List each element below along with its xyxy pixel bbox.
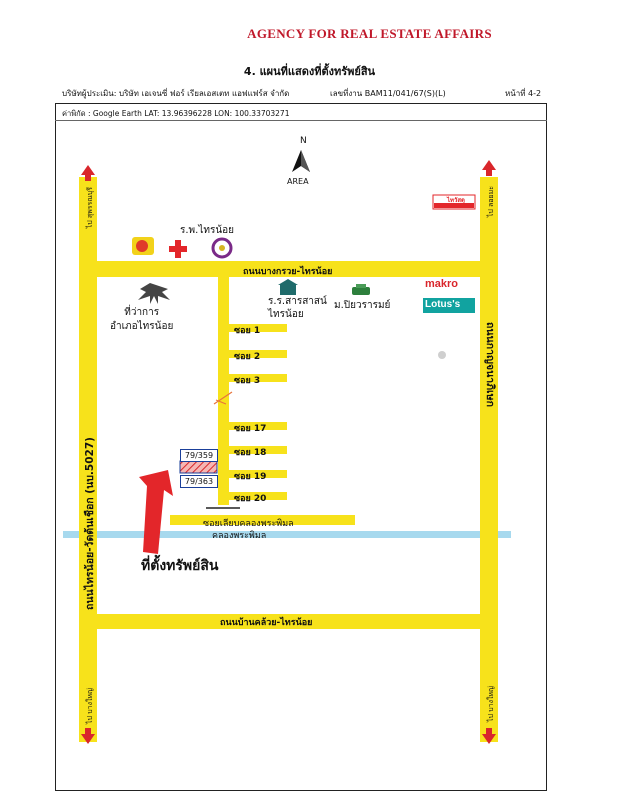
road-right: [480, 177, 498, 742]
arrow-up-icon: [482, 160, 496, 176]
soi-label: ซอย 1: [234, 326, 261, 336]
frontage-road-label: ซอยเลียบคลองพระพิมล: [203, 519, 294, 529]
document-title: 4. แผนที่แสดงที่ตั้งทรัพย์สิน: [243, 65, 376, 78]
north-letter: N: [300, 136, 307, 146]
direction-label: ไป บางใหญ่: [86, 688, 94, 724]
soi-label: ซอย 3: [234, 376, 261, 386]
soi-label: ซอย 19: [234, 472, 267, 482]
hospital-cross-icon: [169, 240, 187, 258]
cp-logo-icon: [132, 237, 154, 255]
job-number: เลขที่งาน BAM11/041/67(S)(L): [330, 89, 446, 98]
canal-label: คลองพระพิมล: [212, 531, 267, 541]
north-area-label: AREA: [287, 177, 309, 186]
school-label: ร.ร.สารสาสน์ ไทรน้อย: [268, 296, 327, 320]
soi-label: ซอย 18: [234, 448, 267, 458]
plot-number-box: 79/359: [180, 449, 218, 462]
makro-logo-text: makro: [425, 278, 459, 290]
road-label-right: ถนนกาญจนาภิเษก: [484, 322, 496, 407]
hospital-label: ร.พ.ไทรน้อย: [180, 225, 235, 236]
soi-label: ซอย 2: [234, 352, 261, 362]
school-building-icon: [278, 279, 298, 295]
soi-label: ซอย 17: [234, 424, 267, 434]
coordinates-text: ค่าพิกัด : Google Earth LAT: 13.96396228 LON: 100.33703271: [62, 109, 290, 118]
small-marker-icon: [438, 351, 446, 359]
company-name: บริษัทผู้ประเมิน: บริษัท เอเจนซี่ ฟอร์ เรียลเอสเตท แอฟแฟร์ส จำกัด: [62, 89, 290, 98]
direction-label: ไป บางใหญ่: [487, 686, 495, 722]
village-icon: [352, 284, 370, 295]
property-location-label: ที่ตั้งทรัพย์สิน: [141, 558, 219, 574]
direction-label: ไป ลอยมะ: [487, 186, 495, 218]
road-label-top: ถนนบางกรวย-ไทรน้อย: [243, 267, 333, 277]
canal-band: [63, 531, 511, 538]
plot-number-box: 79/363: [180, 475, 218, 488]
agency-logo-title: AGENCY FOR REAL ESTATE AFFAIRS: [247, 26, 492, 41]
soi-main-road: [218, 277, 229, 505]
seal-icon: [213, 239, 231, 257]
lotus-logo-text: Lotus's: [425, 299, 461, 310]
road-label-left: ถนนไทรน้อย-วัดต้นเชือก (นบ.5027): [84, 437, 96, 610]
garuda-emblem-icon: [138, 283, 170, 304]
road-label-bottom: ถนนบ้านคล้วย-ไทรน้อย: [220, 618, 313, 628]
page-number: หน้าที่ 4-2: [505, 89, 542, 98]
district-office-label: ที่ว่าการ อำเภอไทรน้อย: [110, 307, 174, 332]
thaiwatsadu-logo-text: ไทวัสดุ: [447, 197, 465, 204]
property-pointer-arrow: [139, 470, 173, 554]
property-parcel: [180, 461, 217, 473]
village-label: ม.ปิยวรารมย์: [334, 300, 391, 311]
soi-label: ซอย 20: [234, 494, 267, 504]
direction-label: ไป สุพรรณบุรี: [86, 187, 94, 229]
